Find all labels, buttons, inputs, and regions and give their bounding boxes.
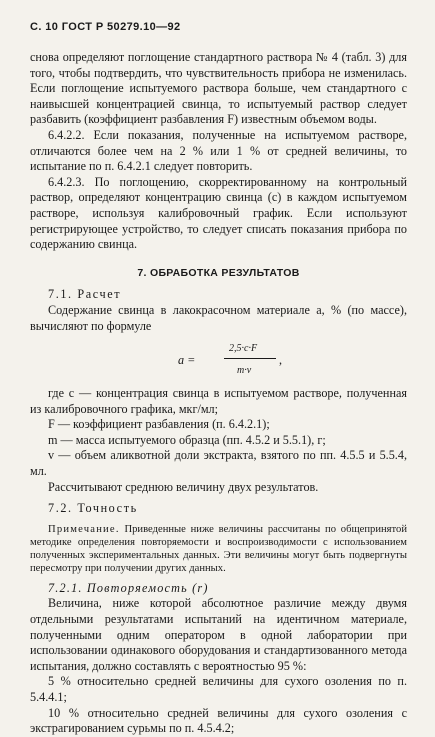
definition-item: m — масса испытуемого образца (пп. 4.5.2 и 5.5.1), г; (48, 432, 326, 447)
note (30, 523, 407, 575)
document-body (30, 50, 407, 737)
paragraph: 10 % относительно средней величины для сухого озоления с экстрагированием сурьмы по п. 4.5.4.2; (30, 705, 407, 736)
paragraph: Содержание свинца в лакокрасочном материале a, % (по массе), вычисляют по формуле (30, 302, 407, 333)
note-label: Примечание. (48, 523, 120, 535)
paragraph: Рассчитывают среднюю величину двух результатов. (48, 479, 319, 494)
formula (30, 338, 407, 382)
note-text: Приведенные ниже величины рассчитаны по общепринятой методике определения повторяемости и воспроизводимости с использованием полученных экспериментальных данных. Эти величины могут быть подвергнуты пересмотру при получении других данных. (30, 523, 407, 574)
paragraph: 5 % относительно средней величины для сухого озоления по п. 5.4.4.1; (30, 674, 407, 704)
formula-numerator: 2,5·c·F (229, 343, 258, 355)
page-header: С. 10 ГОСТ Р 50279.10—92 (30, 21, 181, 33)
definition-item: F — коэффициент разбавления (п. 6.4.2.1); (48, 417, 270, 432)
paragraph: 6.4.2.2. Если показания, полученные на испытуемом растворе, отличаются более чем на 2 % или 1 % от средней величины, то испытание по п. 6.4.2.1 следует повторить. (30, 127, 407, 174)
definition-item: где c — концентрация свинца в испытуемом растворе, полученная из калибровочного графика, мкг/мл; (30, 386, 407, 416)
subsection-heading: 7.2. Точность (48, 501, 138, 516)
formula-lhs: a = (178, 353, 196, 368)
paragraph: снова определяют поглощение стандартного раствора № 4 (табл. 3) для того, чтобы подтвердить, что чувствительность прибора не изменилась. Если поглощение испытуемого раствора больше, чем стандартного с наивысшей концентрацией свинца, то испытуемый раствор следует разбавить (коэффициент разбавления F) известным объемом воды. (30, 50, 407, 127)
paragraph: 6.4.2.3. По поглощению, скорректированному на контрольный раствор, определяют концентрацию свинца (c) в каждом испытуемом растворе, используя калибровочный график. Если используют регистрирующее устройство, то следует списать показания прибора по содержанию свинца. (30, 174, 407, 252)
subsection-heading: 7.2.1. Повторяемость (r) (48, 580, 209, 595)
paragraph: Величина, ниже которой абсолютное различие между двумя отдельными результатами испытаний на идентичном материале, полученными одним оператором в одной лаборатории при использовании одинакового оборудования и стандартизованного метода испытания, должно составлять с вероятностью 95 %: (30, 596, 407, 673)
fraction-bar (224, 358, 276, 359)
section-title: 7. ОБРАБОТКА РЕЗУЛЬТАТОВ (137, 266, 300, 279)
subsection-heading: 7.1. Расчет (48, 287, 122, 302)
definition-item: v — объем аликвотной доли экстракта, взятого по пп. 4.5.5 и 5.5.4, мл. (30, 448, 407, 479)
formula-comma: , (279, 353, 283, 368)
formula-denominator: m·v (237, 365, 252, 377)
